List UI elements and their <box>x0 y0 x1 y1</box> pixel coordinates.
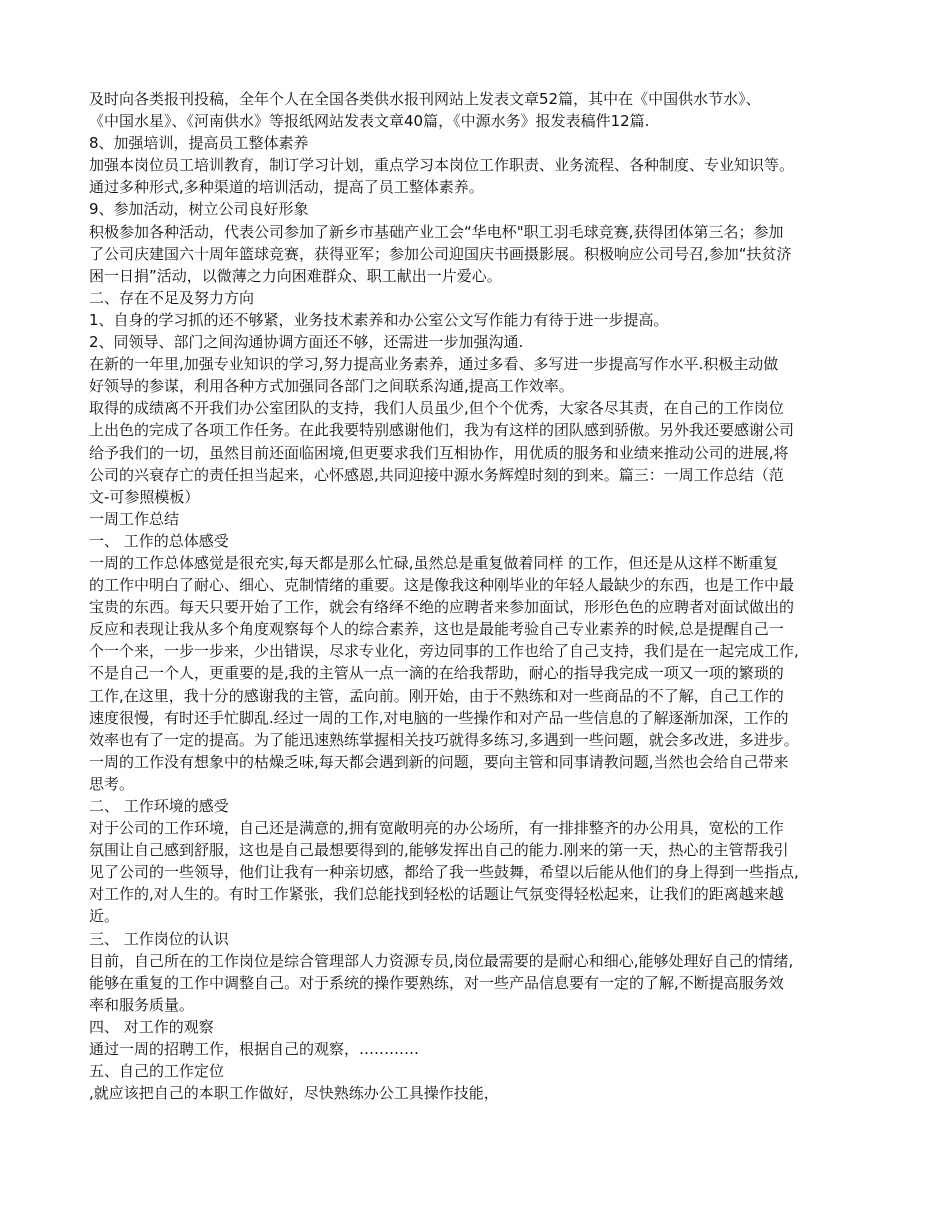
document-body <box>89 88 874 1104</box>
text-line: 通过多种形式,多种渠道的培训活动，提高了员工整体素养。 <box>89 178 484 197</box>
text-line: 好领导的参谋，利用各种方式加强同各部门之间联系沟通,提高工作效率。 <box>89 377 574 396</box>
text-line: 宝贵的东西。每天只要开始了工作，就会有络绎不绝的应聘者来参加面试，形形色色的应聘者对面试做出的 <box>89 598 795 617</box>
text-line: 在新的一年里,加强专业知识的学习,努力提高业务素养，通过多看、多写进一步提高写作水平.积极主动做 <box>89 355 779 374</box>
text-line: 对于公司的工作环境，自己还是满意的,拥有宽敞明亮的办公场所，有一排排整齐的办公用具，宽松的工作 <box>89 819 784 838</box>
text-line: 1、自身的学习抓的还不够紧，业务技术素养和办公室公文写作能力有待于进一步提高。 <box>89 310 669 329</box>
text-line: 一、 工作的总体感受 <box>89 531 229 550</box>
text-line: 积极参加各种活动，代表公司参加了新乡市基础产业工会“华电杯"职工羽毛球竞赛,获得团体第三名；参加 <box>89 222 784 241</box>
text-line: 四、 对工作的观察 <box>89 1017 214 1036</box>
text-line: 的工作中明白了耐心、细心、克制情绪的重要。这是像我这种刚毕业的年轻人最缺少的东西，也是工作中最 <box>89 576 795 595</box>
text-line: 五、自己的工作定位 <box>89 1062 225 1081</box>
text-line: 思考。 <box>89 774 135 793</box>
text-line: 个一个来，一步一步来，少出错误，尽求专业化，旁边同事的工作也给了自己支持，我们是在一起完成工作, <box>89 642 799 661</box>
text-line: 速度很慢，有时还手忙脚乱.经过一周的工作,对电脑的一些操作和对产品一些信息的了解逐渐加深，工作的 <box>89 708 789 727</box>
text-line: 反应和表现让我从多个角度观察每个人的综合素养，这也是最能考验自己专业素养的时候,总是提醒自己一 <box>89 620 784 639</box>
text-line: 目前，自己所在的工作岗位是综合管理部人力资源专员,岗位最需要的是耐心和细心,能够处理好自己的情绪, <box>89 951 794 970</box>
text-line: 一周的工作总体感觉是很充实,每天都是那么忙碌,虽然总是重复做着同样 的工作，但还是从这样不断重复 <box>89 553 779 572</box>
text-line: 不是自己一个人，更重要的是,我的主管从一点一滴的在给我帮助，耐心的指导我完成一项又一项的繁琐的 <box>89 664 784 683</box>
text-line: 上出色的完成了各项工作任务。在此我要特别感谢他们，我为有这样的团队感到骄傲。另外我还要感谢公司 <box>89 421 795 440</box>
text-line: 能够在重复的工作中调整自己。对于系统的操作要熟练，对一些产品信息要有一定的了解,不断提高服务效 <box>89 973 784 992</box>
text-line: 公司的兴衰存亡的责任担当起来，心怀感恩,共同迎接中源水务辉煌时刻的到来。篇三：一周工作总结（范 <box>89 465 784 484</box>
text-line: 给予我们的一切，虽然目前还面临困境,但更要求我们互相协作，用优质的服务和业绩来推动公司的进展,将 <box>89 443 789 462</box>
text-line: 《中国水星》、《河南供水》等报纸网站发表文章40篇，《中源水务》报发表稿件12篇. <box>89 112 650 131</box>
text-line: 见了公司的一些领导，他们让我有一种亲切感，都给了我一些鼓舞，希望以后能从他们的身上得到一些指点, <box>89 863 799 882</box>
text-line: 对工作的,对人生的。有时工作紧张，我们总能找到轻松的话题让气氛变得轻松起来，让我们的距离越来越 <box>89 885 784 904</box>
text-line: 二、存在不足及努力方向 <box>89 288 255 307</box>
text-line: 效率也有了一定的提高。为了能迅速熟练掌握相关技巧就得多练习,多遇到一些问题，就会多改进，多进步。 <box>89 730 799 749</box>
text-line: 一周工作总结 <box>89 509 180 528</box>
text-line: 文-可参照模板） <box>89 487 200 506</box>
text-line: 三、 工作岗位的认识 <box>89 929 229 948</box>
text-line: 取得的成绩离不开我们办公室团队的支持，我们人员虽少,但个个优秀，大家各尽其责，在自己的工作岗位 <box>89 399 784 418</box>
text-line: 工作,在这里，我十分的感谢我的主管，孟向前。刚开始，由于不熟练和对一些商品的不了解，自己工作的 <box>89 686 784 705</box>
text-line: 氛围让自己感到舒服，这也是自己最想要得到的,能够发挥出自己的能力.刚来的第一天，热心的主管帮我引 <box>89 841 789 860</box>
text-line: 及时向各类报刊投稿，全年个人在全国各类供水报刊网站上发表文章52篇，其中在《中国供水节水》、 <box>89 90 761 108</box>
text-line: 困一日捐”活动，以微薄之力向困难群众、职工献出一片爱心。 <box>89 266 502 285</box>
text-line: 一周的工作没有想象中的枯燥乏味,每天都会遇到新的问题，要向主管和同事请教问题,当然也会给自己带来 <box>89 752 789 771</box>
text-line: 近。 <box>89 907 120 926</box>
text-line: 通过一周的招聘工作，根据自己的观察，………… <box>89 1040 420 1059</box>
text-line: 了公司庆建国六十周年篮球竞赛，获得亚军；参加公司迎国庆书画摄影展。积极响应公司号召,参加“扶贫济 <box>89 244 792 263</box>
text-line: 率和服务质量。 <box>89 995 195 1014</box>
text-line: 二、 工作环境的感受 <box>89 797 229 815</box>
text-line: 9、参加活动，树立公司良好形象 <box>89 200 309 219</box>
text-line: 加强本岗位员工培训教育，制订学习计划，重点学习本岗位工作职责、业务流程、各种制度、专业知识等。 <box>89 156 795 175</box>
text-line: 8、加强培训，提高员工整体素养 <box>89 134 309 153</box>
text-line: ,就应该把自己的本职工作做好，尽快熟练办公工具操作技能， <box>89 1084 499 1103</box>
text-line: 2、同领导、部门之间沟通协调方面还不够，还需进一步加强沟通. <box>89 333 524 352</box>
